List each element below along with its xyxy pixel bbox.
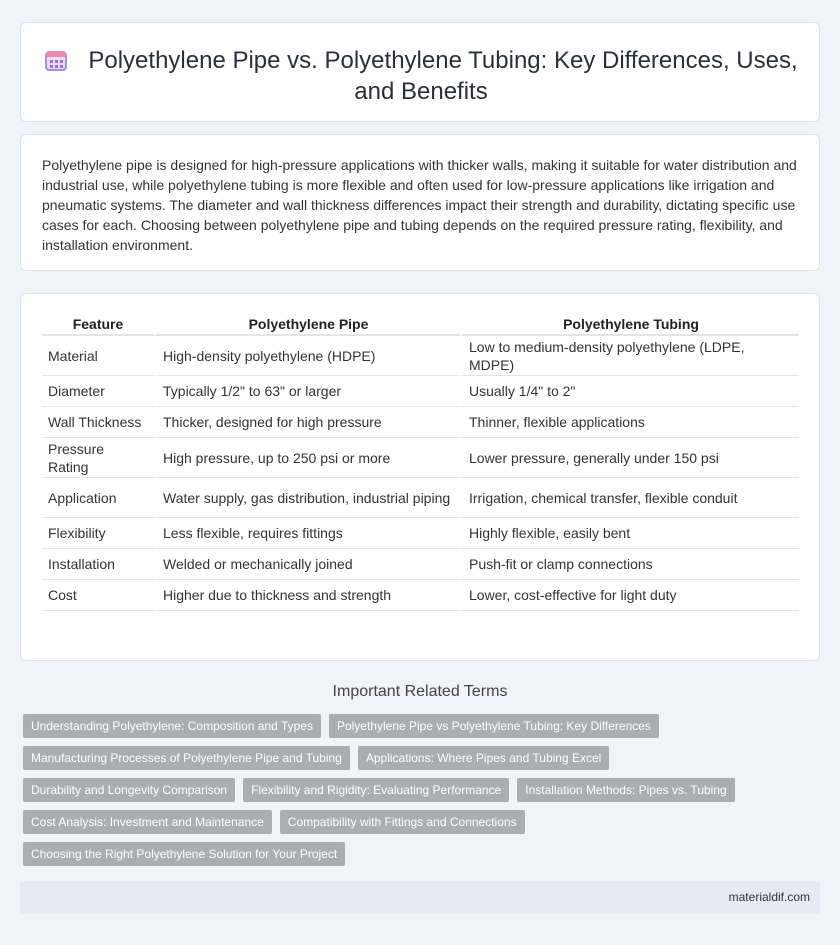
footer [20,881,820,914]
table-row [42,376,799,407]
header-feature: Feature [42,314,154,336]
table-header-row [42,314,799,336]
pipe-cell: Welded or mechanically joined [154,549,460,580]
pipe-cell: Thicker, designed for high pressure [154,407,460,438]
summary-text: Polyethylene pipe is designed for high-pressure applications with thicker walls, making it suitable for water distribution and industrial use, while polyethylene tubing is more flexible and often used for low-pressure applications like irrigation and pneumatic systems. The diameter and wall thickness differences impact their strength and durability, dictating specific use cases for each. Choosing between polyethylene pipe and tubing depends on the required pressure rating, flexibility, and installation environment. [42,157,797,253]
tubing-cell: Highly flexible, easily bent [460,518,799,549]
related-term-link[interactable]: Manufacturing Processes of Polyethylene Pipe and Tubing [23,746,350,770]
tubing-cell: Usually 1/4" to 2" [460,376,799,407]
related-term-link[interactable]: Compatibility with Fittings and Connections [280,810,525,834]
calendar-icon [44,48,68,72]
related-term-link[interactable]: Cost Analysis: Investment and Maintenance [23,810,272,834]
comparison-card [20,293,820,661]
title-line-2: and Benefits [354,78,488,105]
related-term-link[interactable]: Understanding Polyethylene: Composition and Types [23,714,321,738]
feature-cell: Cost [42,580,154,611]
related-term-link[interactable]: Installation Methods: Pipes vs. Tubing [517,778,734,802]
tubing-cell: Lower pressure, generally under 150 psi [460,438,799,478]
feature-cell: Diameter [42,376,154,407]
related-terms-title: Important Related Terms [332,683,508,700]
pipe-cell: Water supply, gas distribution, industrial piping [154,478,460,518]
summary-card [20,134,820,271]
title-card [20,22,820,122]
feature-cell: Flexibility [42,518,154,549]
related-term-link[interactable]: Polyethylene Pipe vs Polyethylene Tubing: Key Differences [329,714,659,738]
pipe-cell: Higher due to thickness and strength [154,580,460,611]
feature-cell: Application [42,478,154,518]
tubing-cell: Low to medium-density polyethylene (LDPE, MDPE) [460,336,799,376]
pipe-cell: High pressure, up to 250 psi or more [154,438,460,478]
pipe-cell: Less flexible, requires fittings [154,518,460,549]
table-row [42,407,799,438]
related-term-link[interactable]: Applications: Where Pipes and Tubing Excel [358,746,609,770]
header-pipe: Polyethylene Pipe [154,314,460,336]
tubing-cell: Thinner, flexible applications [460,407,799,438]
related-term-link[interactable]: Choosing the Right Polyethylene Solution for Your Project [23,842,345,866]
related-term-link[interactable]: Flexibility and Rigidity: Evaluating Performance [243,778,509,802]
header-tubing: Polyethylene Tubing [460,314,799,336]
title-line-1: Polyethylene Pipe vs. Polyethylene Tubing: Key Differences, Uses, [88,47,798,74]
feature-cell: Installation [42,549,154,580]
footer-site-link[interactable]: materialdif.com [728,890,810,904]
pipe-cell: Typically 1/2" to 63" or larger [154,376,460,407]
table-row [42,580,799,611]
page-title [21,45,821,107]
tubing-cell: Lower, cost-effective for light duty [460,580,799,611]
feature-cell: Pressure Rating [42,438,154,478]
table-row [42,478,799,518]
table-row [42,518,799,549]
pipe-cell: High-density polyethylene (HDPE) [154,336,460,376]
related-terms-list [23,714,813,874]
related-term-link[interactable]: Durability and Longevity Comparison [23,778,235,802]
table-row [42,336,799,376]
comparison-table [42,314,799,611]
tubing-cell: Push-fit or clamp connections [460,549,799,580]
table-row [42,438,799,478]
tubing-cell: Irrigation, chemical transfer, flexible conduit [460,478,799,518]
feature-cell: Wall Thickness [42,407,154,438]
table-row [42,549,799,580]
feature-cell: Material [42,336,154,376]
